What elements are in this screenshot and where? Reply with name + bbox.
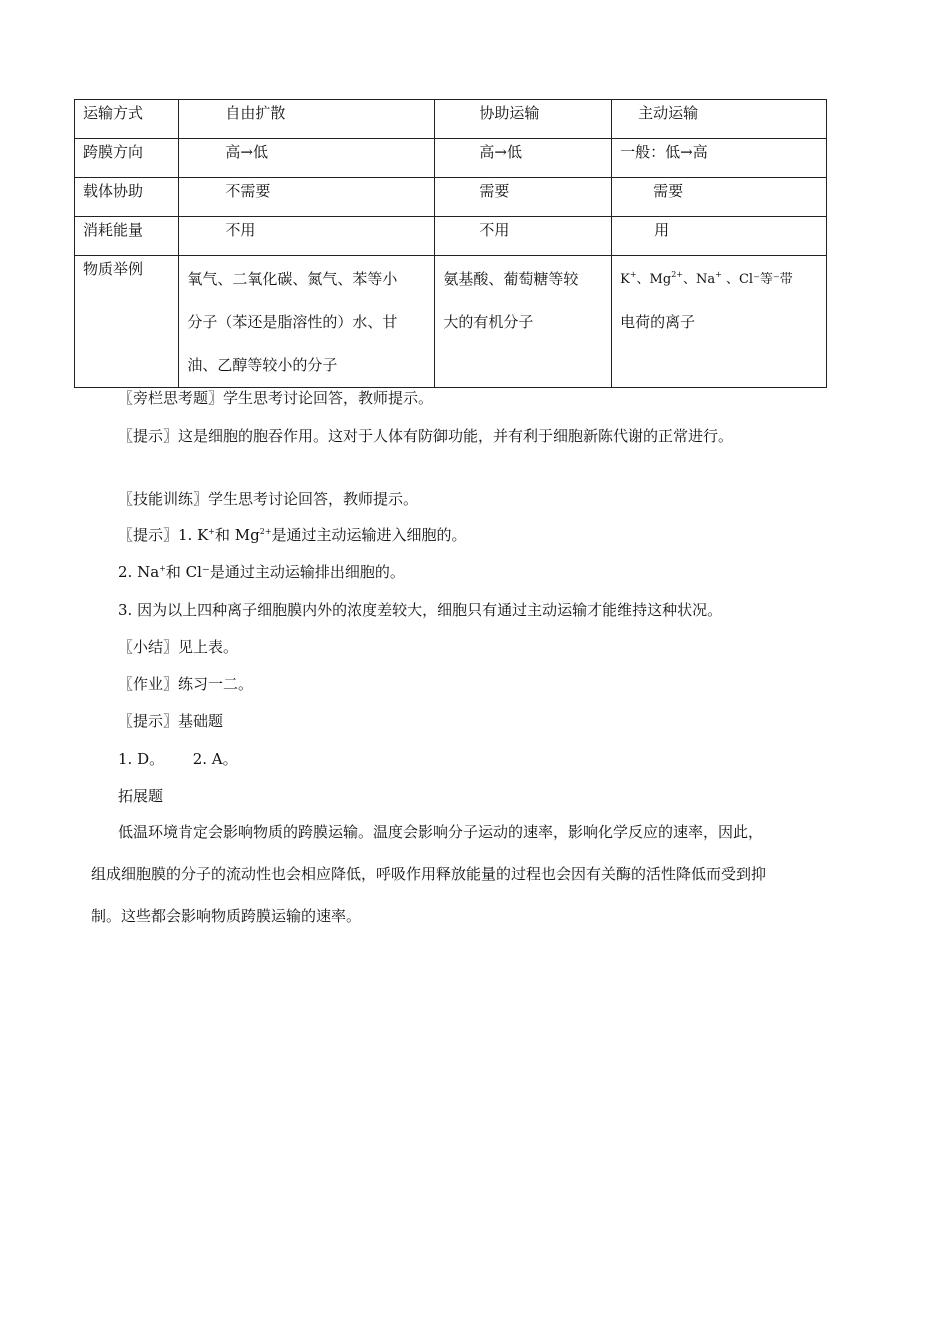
cell-assisted-transport: 需要 xyxy=(435,178,612,217)
free-diffusion-examples: 氧气、二氧化碳、氮气、苯等小 分子（苯还是脂溶性的）水、甘 油、乙醇等较小的分子 xyxy=(187,270,398,374)
cell-assisted-transport: 协助运输 xyxy=(435,100,612,139)
cell-active-transport xyxy=(612,256,827,388)
answer-item-3: 3. 因为以上四种离子细胞膜内外的浓度差较大，细胞只有通过主动运输才能维持这种状况。 xyxy=(118,601,723,619)
cell-label: 消耗能量 xyxy=(75,217,179,256)
hint-paragraph-3: 〖提示〗基础题 xyxy=(118,712,224,730)
table-row-energy xyxy=(75,217,827,256)
cell-free-diffusion: 不需要 xyxy=(179,178,435,217)
cell-assisted-transport: 高→低 xyxy=(435,139,612,178)
cell-assisted-transport xyxy=(435,256,612,388)
active-transport-examples: K+、$Mg^{2+}$、Na+ 、Cl⁻等⁻带 电荷的离子 xyxy=(612,256,826,344)
cell-label: 物质举例 xyxy=(75,256,179,388)
cell-free-diffusion: 不用 xyxy=(179,217,435,256)
cell-free-diffusion: 自由扩散 xyxy=(179,100,435,139)
assisted-transport-examples: 氨基酸、葡萄糖等较 大的有机分子 xyxy=(443,270,579,331)
table-row-examples xyxy=(75,256,827,388)
hint-paragraph-1: 〖提示〗这是细胞的胞吞作用。这对于人体有防御功能，并有利于细胞新陈代谢的正常进行。 xyxy=(118,427,734,445)
cell-free-diffusion: 高→低 xyxy=(179,139,435,178)
extension-heading: 拓展题 xyxy=(118,787,164,805)
table-row-carrier xyxy=(75,178,827,217)
extension-line-2: 组成细胞膜的分子的流动性也会相应降低，呼吸作用释放能量的过程也会因有关酶的活性降低而受到抑 xyxy=(91,865,767,883)
cell-assisted-transport: 不用 xyxy=(435,217,612,256)
answers-line: 1. D。 2. A。 xyxy=(118,750,238,768)
sidebar-question-paragraph: 〖旁栏思考题〗学生思考讨论回答，教师提示。 xyxy=(118,389,434,407)
summary-paragraph: 〖小结〗见上表。 xyxy=(118,638,239,656)
table-row-header xyxy=(75,100,827,139)
cell-active-transport: 主动运输 xyxy=(612,100,827,139)
cell-label: 运输方式 xyxy=(75,100,179,139)
cell-free-diffusion xyxy=(179,256,435,388)
hint-paragraph-2: 〖提示〗1. K+和 $Mg^{2+}$是通过主动运输进入细胞的。 xyxy=(118,526,467,544)
cell-active-transport: 一般：低→高 xyxy=(612,139,827,178)
homework-paragraph: 〖作业〗练习一二。 xyxy=(118,675,254,693)
cell-active-transport: 需要 xyxy=(612,178,827,217)
cell-label: 载体协助 xyxy=(75,178,179,217)
extension-line-1: 低温环境肯定会影响物质的跨膜运输。温度会影响分子运动的速率，影响化学反应的速率，因此， xyxy=(118,823,764,841)
table-row-direction xyxy=(75,139,827,178)
cell-label: 跨膜方向 xyxy=(75,139,179,178)
cell-active-transport: 用 xyxy=(612,217,827,256)
skill-training-paragraph: 〖技能训练〗学生思考讨论回答，教师提示。 xyxy=(118,490,419,508)
transport-comparison-table xyxy=(74,99,827,388)
answer-item-2: 2. Na+和 Cl⁻是通过主动运输排出细胞的。 xyxy=(118,563,405,581)
extension-line-3: 制。这些都会影响物质跨膜运输的速率。 xyxy=(91,907,362,925)
ion-list: K+、$Mg^{2+}$、Na+ 、Cl⁻等⁻带 xyxy=(620,270,793,287)
